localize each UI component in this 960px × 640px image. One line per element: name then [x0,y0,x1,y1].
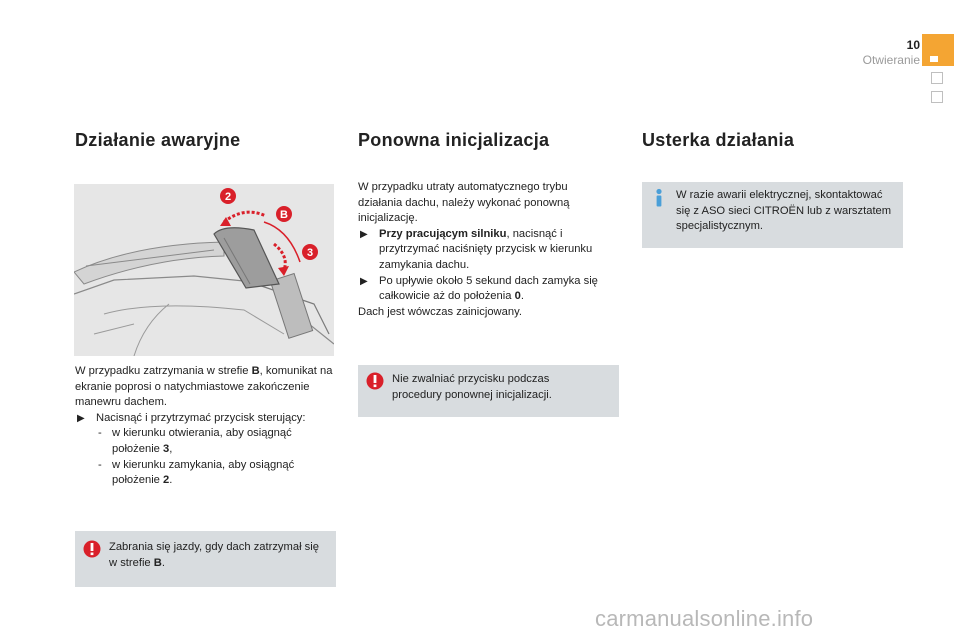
warning-icon [366,372,384,390]
warning-note-reinit [358,365,619,417]
callout-3 [302,244,318,260]
warning-note-driving [75,531,336,587]
callout-2 [220,188,236,204]
warning-text-driving: Zabrania się jazdy, gdy dach zatrzymał się w strefie B. [109,541,319,569]
heading-emergency-operation: Działanie awaryjne [75,130,241,150]
svg-text:3: 3 [306,247,314,259]
section-title: Otwieranie [862,53,920,67]
roof-illustration [74,184,334,356]
reinit-instructions [358,180,610,320]
arrow-bullet-icon: ▶ [77,412,85,424]
emergency-intro: W przypadku zatrzymania w strefie B, komunikat na ekranie poprosi o natychmiastowe zakończenie manewru dachem. [75,365,333,409]
svg-text:B: B [280,209,288,221]
section-tab-empty-2 [931,91,943,103]
page-number: 10 [906,38,920,52]
arrow-bullet-icon: ▶ [360,275,368,287]
warning-icon [83,540,101,558]
watermark-text: carmanualsonline.info [595,606,814,631]
svg-text:2: 2 [224,191,232,203]
emergency-instructions [75,364,337,489]
callout-b [276,206,292,222]
info-icon [652,188,666,208]
arrow-bullet-icon: ▶ [360,228,368,240]
reinit-outro: Dach jest wówczas zainicjowany. [358,305,522,318]
heading-malfunction: Usterka działania [642,130,795,150]
section-tab-marker [922,34,954,66]
reinit-bullet-2: ▶ Po upływie około 5 sekund dach zamyka się całkowicie aż do położenia 0. [360,274,598,303]
info-note-malfunction [642,182,903,248]
info-text-malfunction: W razie awarii elektrycznej, skontaktować się z ASO sieci CITROËN lub z warsztatem specjalistycznym. [676,189,892,233]
heading-reinitialization: Ponowna inicjalizacja [358,130,550,150]
reinit-bullet-1: ▶ Przy pracującym silniku, nacisnąć i przytrzymać naciśnięty przycisk w kierunku zamykania dachu. [360,227,593,271]
reinit-intro: W przypadku utraty automatycznego trybu działania dachu, należy wykonać ponowną inicjalizację. [358,181,570,225]
emergency-dash-close: - w kierunku zamykania, aby osiągnąć położenie 2. [98,458,295,487]
emergency-bullet: ▶ Nacisnąć i przytrzymać przycisk sterujący: [75,411,337,427]
warning-text-reinit: Nie zwalniać przycisku podczas procedury ponownej inicjalizacji. [392,373,552,401]
car-roof-drawing [74,184,334,356]
section-tab-empty-1 [931,72,943,84]
emergency-dash-open: - w kierunku otwierania, aby osiągnąć położenie 3, [98,427,292,455]
